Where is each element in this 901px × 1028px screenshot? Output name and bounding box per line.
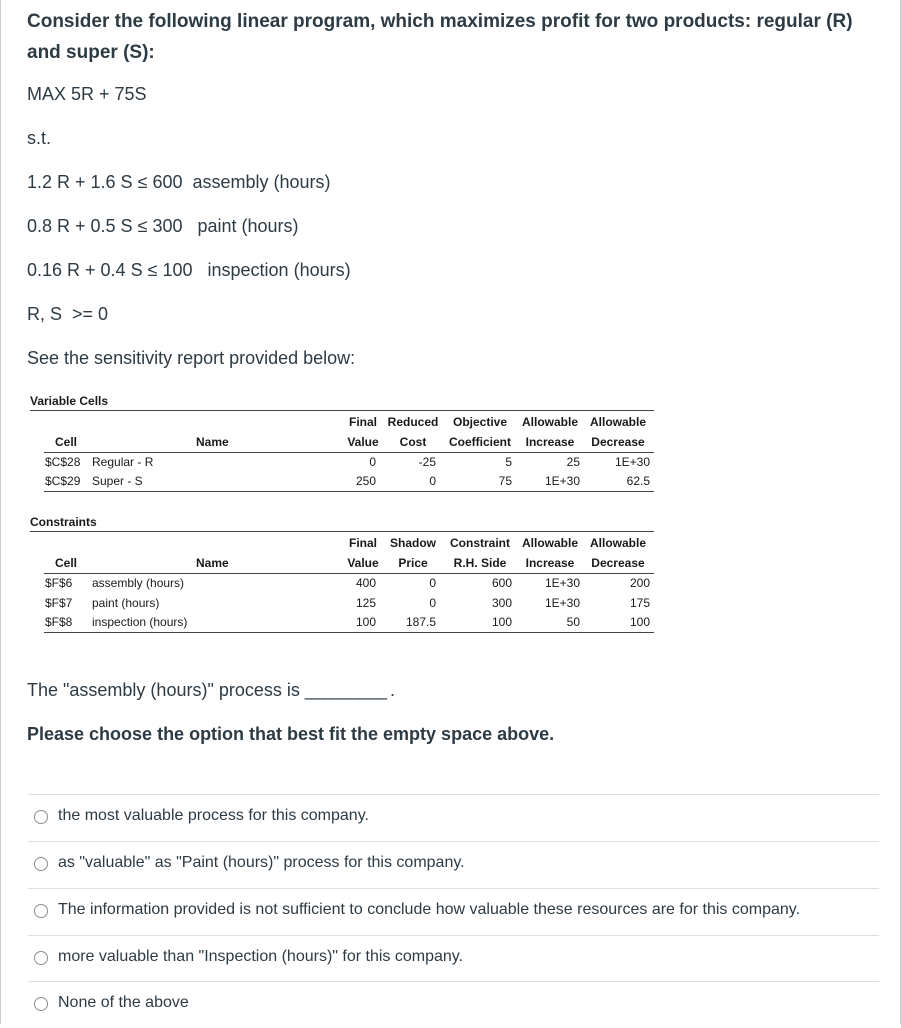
radio-button[interactable]: [34, 904, 48, 918]
row-rhs: 300: [491, 596, 512, 610]
col-header: R.H. Side: [453, 556, 507, 570]
row-coef: 75: [498, 474, 512, 488]
row-price: 0: [429, 596, 436, 610]
col-header: Allowable: [589, 415, 646, 429]
row-cell: $C$28: [45, 455, 81, 469]
row-name: Regular - R: [92, 455, 154, 469]
row-final: 100: [355, 615, 376, 629]
table-rule: [30, 410, 654, 411]
col-header: Price: [398, 556, 428, 570]
option-label[interactable]: None of the above: [58, 994, 189, 1011]
row-dec: 62.5: [626, 474, 650, 488]
section-title: Variable Cells: [30, 394, 109, 408]
answer-option[interactable]: [28, 981, 879, 1028]
constraint-assembly: [27, 172, 331, 193]
col-header: Value: [347, 435, 379, 449]
row-cell: $F$6: [45, 576, 73, 590]
constraint-label: assembly (hours): [192, 172, 331, 192]
statement-text: The "assembly (hours)" process is: [27, 680, 300, 700]
row-final: 250: [355, 474, 376, 488]
constraint-label: paint (hours): [197, 216, 299, 236]
col-header: Constraint: [450, 536, 510, 550]
row-inc: 1E+30: [544, 474, 580, 488]
row-final: 400: [355, 576, 376, 590]
constraint-inspection: [27, 260, 351, 281]
row-reduced: 0: [429, 474, 436, 488]
row-dec: 175: [629, 596, 650, 610]
answer-option[interactable]: [28, 888, 879, 935]
col-header: Allowable: [521, 536, 578, 550]
row-price: 187.5: [405, 615, 436, 629]
col-header: Shadow: [389, 536, 436, 550]
col-header: Name: [196, 435, 229, 449]
table-rule: [44, 573, 654, 574]
answer-option[interactable]: [28, 841, 879, 888]
col-header: Allowable: [589, 536, 646, 550]
row-dec: 1E+30: [614, 455, 650, 469]
table-rule: [44, 632, 654, 633]
answer-option[interactable]: [28, 935, 879, 982]
radio-button[interactable]: [34, 997, 48, 1011]
row-name: inspection (hours): [92, 615, 188, 629]
option-label[interactable]: the most valuable process for this company.: [58, 807, 369, 824]
fill-in-statement: [27, 680, 394, 701]
col-header: Allowable: [521, 415, 578, 429]
constraint-expr: 0.8 R + 0.5 S ≤ 300: [27, 216, 183, 236]
col-header: Name: [196, 556, 229, 570]
row-reduced: -25: [418, 455, 436, 469]
choose-prompt: Please choose the option that best fit the empty space above.: [27, 724, 555, 744]
col-header: Value: [347, 556, 379, 570]
col-header: Final: [348, 536, 377, 550]
question-title: Consider the following linear program, which maximizes profit for two products: regular (R) and super (S):: [27, 11, 853, 63]
row-coef: 5: [505, 455, 512, 469]
radio-button[interactable]: [34, 951, 48, 965]
radio-button[interactable]: [34, 810, 48, 824]
blank-space: _________ .: [304, 680, 394, 700]
row-cell: $F$8: [45, 615, 73, 629]
row-name: assembly (hours): [92, 576, 185, 590]
row-inc: 1E+30: [544, 596, 580, 610]
col-header: Increase: [525, 435, 575, 449]
row-cell: $C$29: [45, 474, 81, 488]
option-label[interactable]: more valuable than "Inspection (hours)" for this company.: [58, 948, 464, 965]
option-label[interactable]: as "valuable" as "Paint (hours)" process for this company.: [58, 854, 465, 871]
row-final: 0: [369, 455, 376, 469]
col-header: Increase: [525, 556, 575, 570]
option-label[interactable]: The information provided is not sufficient to conclude how valuable these resources are for this company.: [58, 901, 801, 918]
subject-to: s.t.: [27, 128, 52, 148]
row-final: 125: [355, 596, 376, 610]
col-header: Final: [348, 415, 377, 429]
nonnegativity: R, S >= 0: [27, 304, 109, 324]
col-header: Objective: [452, 415, 508, 429]
col-header: Cell: [55, 556, 78, 570]
row-dec: 100: [629, 615, 650, 629]
section-title: Constraints: [30, 515, 97, 529]
col-header: Decrease: [591, 435, 645, 449]
col-header: Reduced: [387, 415, 439, 429]
radio-button[interactable]: [34, 857, 48, 871]
row-inc: 50: [566, 615, 580, 629]
col-header: Cost: [399, 435, 427, 449]
row-name: paint (hours): [92, 596, 160, 610]
row-price: 0: [429, 576, 436, 590]
col-header: Cell: [55, 435, 78, 449]
answer-option[interactable]: [28, 794, 879, 841]
constraint-expr: 0.16 R + 0.4 S ≤ 100: [27, 260, 193, 280]
table-rule: [44, 491, 654, 492]
row-dec: 200: [629, 576, 650, 590]
col-header: Decrease: [591, 556, 645, 570]
objective-function: MAX 5R + 75S: [27, 84, 147, 104]
table-rule: [44, 452, 654, 453]
row-inc: 1E+30: [544, 576, 580, 590]
constraint-expr: 1.2 R + 1.6 S ≤ 600: [27, 172, 183, 192]
row-rhs: 600: [491, 576, 512, 590]
row-name: Super - S: [92, 474, 143, 488]
constraint-label: inspection (hours): [207, 260, 351, 280]
row-cell: $F$7: [45, 596, 73, 610]
table-rule: [30, 531, 654, 532]
col-header: Coefficient: [448, 435, 511, 449]
row-rhs: 100: [491, 615, 512, 629]
row-inc: 25: [566, 455, 580, 469]
constraint-paint: [27, 216, 299, 237]
see-report-text: See the sensitivity report provided below:: [27, 348, 356, 368]
